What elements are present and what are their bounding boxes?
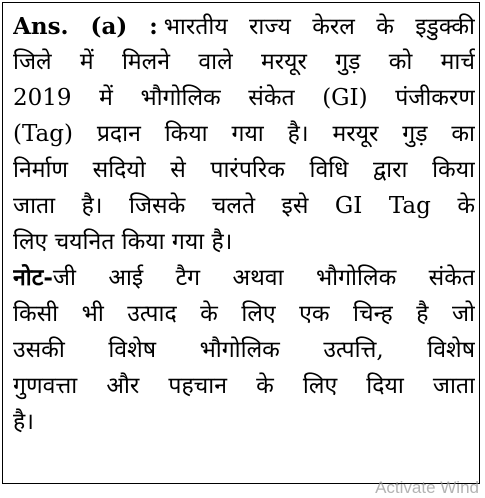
note-line-1 xyxy=(13,262,475,294)
answer-label: Ans. (a) : xyxy=(13,13,158,40)
note-line-4: गुणवत्ता और पहचान के लिए दिया जाता xyxy=(13,373,475,399)
answer-box xyxy=(2,2,480,484)
answer-line-3: 2019 में भौगोलिक संकेत (GI) पंजीकरण xyxy=(13,85,475,111)
answer-text-1: भारतीय राज्य केरल के इडुक्की xyxy=(163,14,475,40)
note-line-2: किसी भी उत्पाद के लिए एक चिन्ह है जो xyxy=(13,301,475,327)
activation-watermark: Activate Wind xyxy=(375,478,479,497)
answer-line-7: लिए चयनित किया गया है। xyxy=(13,229,233,255)
note-label: नोट- xyxy=(13,264,53,291)
note-text-1: जी आई टैग अथवा भौगोलिक संकेत xyxy=(52,265,475,291)
answer-line-1 xyxy=(13,11,475,43)
answer-line-6: जाता है। जिसके चलते इसे GI Tag के xyxy=(13,193,475,219)
answer-line-2: जिले में मिलने वाले मरयूर गुड़ को मार्च xyxy=(13,49,475,75)
note-line-3: उसकी विशेष भौगोलिक उत्पत्ति, विशेष xyxy=(13,337,475,363)
answer-line-4: (Tag) प्रदान किया गया है। मरयूर गुड़ का xyxy=(13,121,475,147)
answer-line-5: निर्माण सदियो से पारंपरिक विधि द्वारा किया xyxy=(13,157,475,183)
note-line-5: है। xyxy=(13,409,34,435)
